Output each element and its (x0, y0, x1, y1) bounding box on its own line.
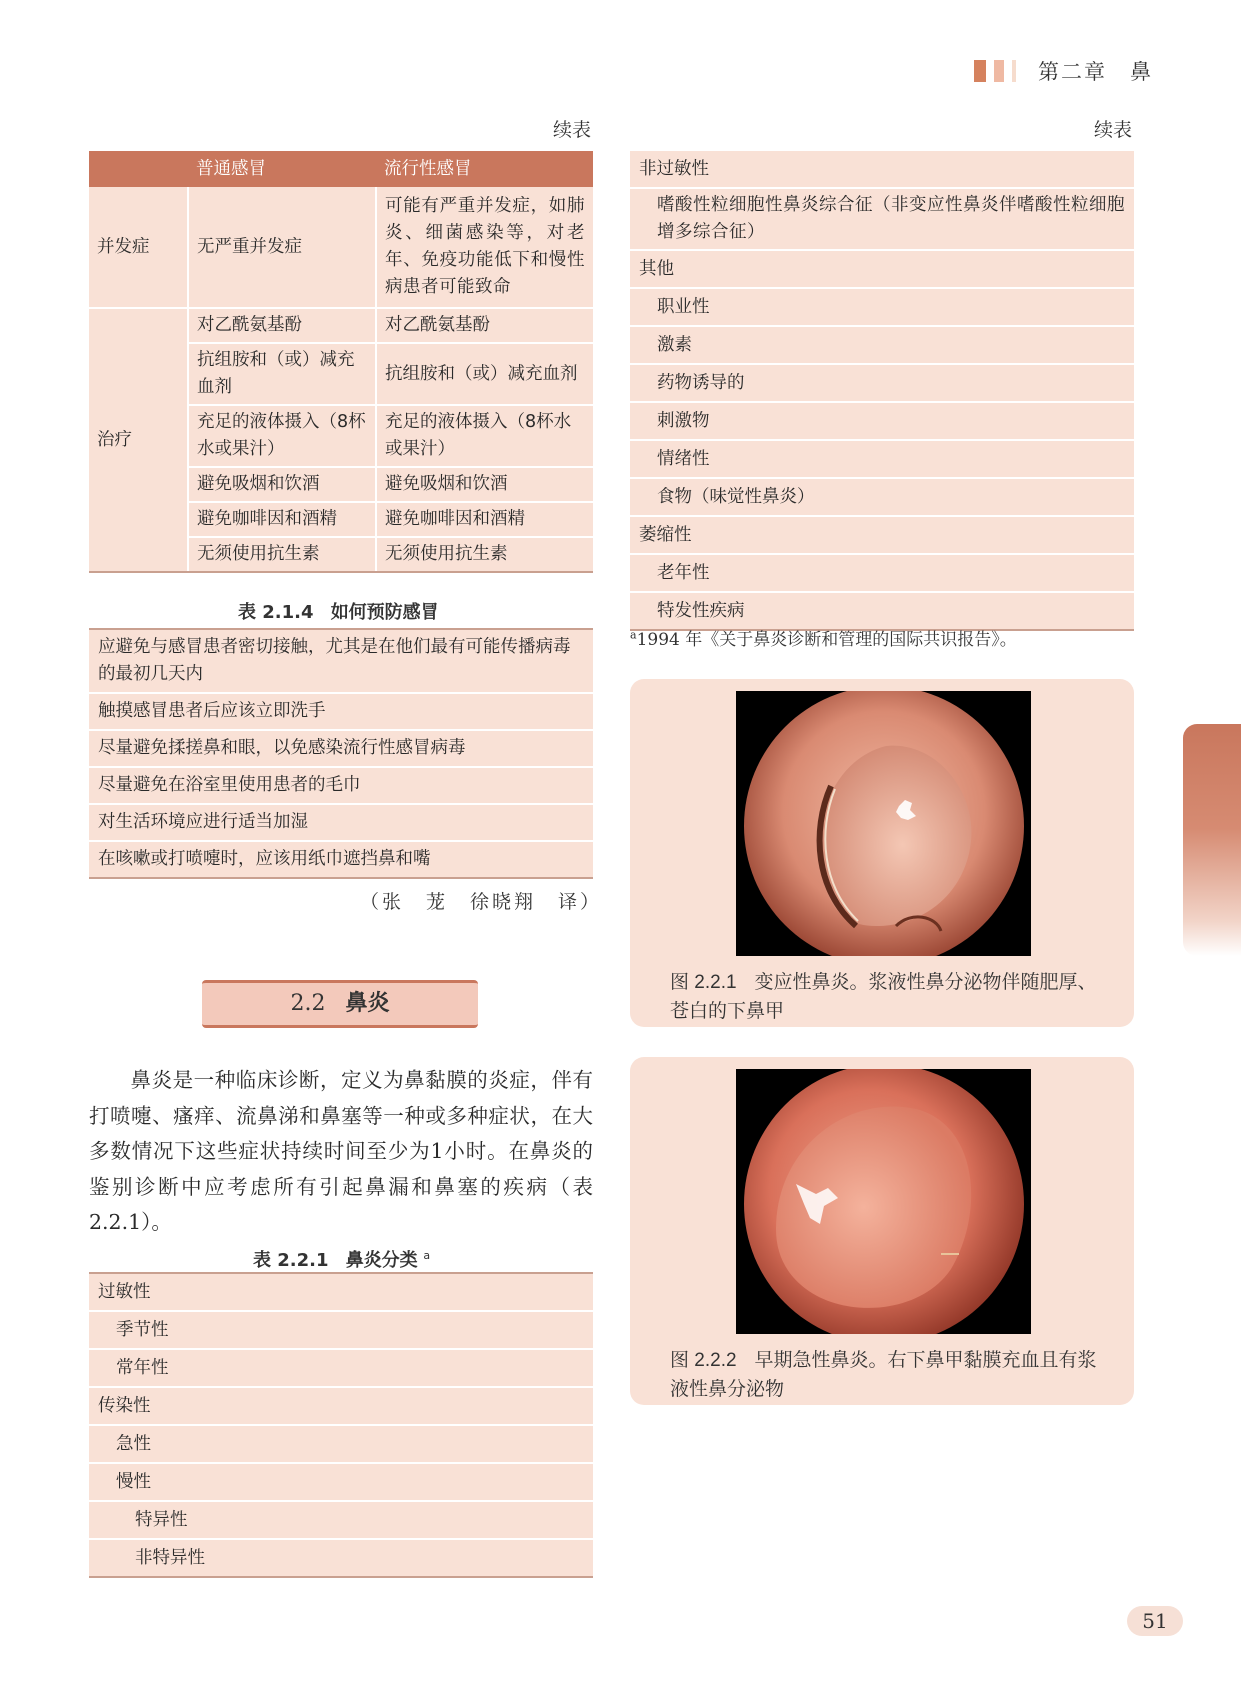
class-item: 激素 (630, 326, 1134, 364)
class-item: 传染性 (89, 1387, 593, 1425)
table-row (630, 326, 1134, 364)
class-item: 非特异性 (89, 1539, 593, 1577)
figure-2-2-1 (630, 679, 1134, 1027)
page-number: 51 (1127, 1606, 1183, 1636)
table-row (630, 250, 1134, 288)
class-item: 药物诱导的 (630, 364, 1134, 402)
prevention-item: 尽量避免揉搓鼻和眼，以免感染流行性感冒病毒 (89, 730, 593, 767)
cell-flu-treatment: 避免吸烟和饮酒 (376, 467, 593, 502)
caption-footnote-mark: a (423, 1249, 431, 1262)
class-item: 慢性 (89, 1463, 593, 1501)
class-item: 非过敏性 (630, 151, 1134, 188)
cell-common-treatment: 避免吸烟和饮酒 (188, 467, 376, 502)
table-caption-classification (253, 1246, 430, 1272)
header-cell-common-cold: 普通感冒 (188, 151, 376, 187)
figure-caption (670, 1346, 1100, 1403)
table-row (89, 1463, 593, 1501)
class-item: 职业性 (630, 288, 1134, 326)
class-item: 其他 (630, 250, 1134, 288)
class-item: 刺激物 (630, 402, 1134, 440)
cell-common-treatment: 对乙酰氨基酚 (188, 308, 376, 343)
endoscopy-photo (736, 691, 1031, 956)
prevention-item: 对生活环境应进行适当加湿 (89, 804, 593, 841)
table-header-row (89, 151, 593, 187)
class-item: 过敏性 (89, 1273, 593, 1311)
figure-number: 图 2.2.2 (670, 1350, 737, 1371)
table-row (630, 554, 1134, 592)
header-bar-2 (994, 60, 1004, 82)
header-bar-3 (1012, 60, 1016, 82)
table-row (630, 188, 1134, 250)
row-label-treatment: 治疗 (89, 308, 188, 572)
header-cell-blank (89, 151, 188, 187)
prevention-item: 应避免与感冒患者密切接触，尤其是在他们最有可能传播病毒的最初几天内 (89, 629, 593, 693)
header-bar-1 (974, 60, 986, 82)
cell-flu-complication: 可能有严重并发症，如肺炎、细菌感染等，对老年、免疫功能低下和慢性病患者可能致命 (376, 187, 593, 308)
table-row (89, 767, 593, 804)
table-row (89, 629, 593, 693)
rhinitis-classification-table-continued (630, 151, 1134, 631)
table-row (630, 478, 1134, 516)
table-row (89, 1311, 593, 1349)
intro-paragraph (89, 1063, 593, 1241)
translator-credit: （张 茏 徐晓翔 译） (360, 891, 603, 913)
table-row (630, 288, 1134, 326)
table-row (89, 804, 593, 841)
class-item: 食物（味觉性鼻炎） (630, 478, 1134, 516)
table-caption-number: 表 2.2.1 (253, 1250, 329, 1271)
row-label-complication: 并发症 (89, 187, 188, 308)
table-row (630, 440, 1134, 478)
table-caption-title: 鼻炎分类 (345, 1250, 418, 1271)
class-item: 特发性疾病 (630, 592, 1134, 630)
table-row (89, 1387, 593, 1425)
table-row (89, 1425, 593, 1463)
prevention-item: 在咳嗽或打喷嚏时，应该用纸巾遮挡鼻和嘴 (89, 841, 593, 878)
table-row (89, 308, 593, 343)
table-row (89, 730, 593, 767)
figure-number: 图 2.2.1 (670, 972, 737, 993)
table-caption-number: 表 2.1.4 (238, 602, 314, 623)
cell-flu-treatment: 抗组胺和（或）减充血剂 (376, 343, 593, 405)
cold-vs-flu-table (89, 151, 593, 573)
class-item: 情绪性 (630, 440, 1134, 478)
cell-common-treatment: 无须使用抗生素 (188, 537, 376, 572)
figure-caption-text: 变应性鼻炎。浆液性鼻分泌物伴随肥厚、苍白的下鼻甲 (670, 971, 1097, 1022)
chapter-header-bars (974, 60, 1016, 82)
figure-2-2-2 (630, 1057, 1134, 1405)
cell-common-treatment: 避免咖啡因和酒精 (188, 502, 376, 537)
section-heading (202, 980, 478, 1028)
cell-common-treatment: 抗组胺和（或）减充血剂 (188, 343, 376, 405)
intro-paragraph-text: 鼻炎是一种临床诊断，定义为鼻黏膜的炎症，伴有打喷嚏、瘙痒、流鼻涕和鼻塞等一种或多种症状，在大多数情况下这些症状持续时间至少为1小时。在鼻炎的鉴别诊断中应考虑所有引起鼻漏和鼻塞的疾病（表2.2.1）。 (89, 1068, 593, 1234)
figure-caption (670, 968, 1100, 1025)
endoscopy-image-acute-rhinitis (736, 1069, 1031, 1334)
cell-common-treatment: 充足的液体摄入（8杯水或果汁） (188, 405, 376, 467)
class-item: 萎缩性 (630, 516, 1134, 554)
cell-flu-treatment: 无须使用抗生素 (376, 537, 593, 572)
table-row (89, 187, 593, 308)
table-footnote (630, 625, 1017, 650)
prevention-item: 触摸感冒患者后应该立即洗手 (89, 693, 593, 730)
table-row (630, 402, 1134, 440)
table-row (630, 364, 1134, 402)
prevention-item: 尽量避免在浴室里使用患者的毛巾 (89, 767, 593, 804)
prevention-table (89, 628, 593, 879)
class-item: 常年性 (89, 1349, 593, 1387)
table-row (89, 1539, 593, 1577)
continued-label-left: 续表 (553, 119, 592, 141)
rhinitis-classification-table (89, 1272, 593, 1578)
figure-caption-text: 早期急性鼻炎。右下鼻甲黏膜充血且有浆液性鼻分泌物 (670, 1349, 1097, 1400)
class-item: 特异性 (89, 1501, 593, 1539)
cell-common-complication: 无严重并发症 (188, 187, 376, 308)
table-row (89, 1349, 593, 1387)
table-row (89, 841, 593, 878)
chapter-side-tab (1183, 724, 1241, 956)
table-row (89, 1501, 593, 1539)
table-row (89, 693, 593, 730)
chapter-title: 第二章 鼻 (1038, 60, 1153, 84)
table-caption-prevention (238, 598, 439, 624)
endoscopy-photo (736, 1069, 1031, 1334)
footnote-mark: a (630, 628, 637, 642)
header-cell-influenza: 流行性感冒 (376, 151, 593, 187)
table-caption-title: 如何预防感冒 (330, 602, 439, 623)
cell-flu-treatment: 避免咖啡因和酒精 (376, 502, 593, 537)
class-item: 老年性 (630, 554, 1134, 592)
class-item: 季节性 (89, 1311, 593, 1349)
section-title: 鼻炎 (345, 991, 390, 1016)
cell-flu-treatment: 对乙酰氨基酚 (376, 308, 593, 343)
endoscopy-image-allergic-rhinitis (736, 691, 1031, 956)
class-item: 嗜酸性粒细胞性鼻炎综合征（非变应性鼻炎伴嗜酸性粒细胞增多综合征） (630, 188, 1134, 250)
continued-label-right: 续表 (1094, 119, 1133, 141)
class-item: 急性 (89, 1425, 593, 1463)
table-row (89, 1273, 593, 1311)
cell-flu-treatment: 充足的液体摄入（8杯水或果汁） (376, 405, 593, 467)
section-number: 2.2 (290, 991, 326, 1016)
table-row (630, 151, 1134, 188)
table-row (630, 516, 1134, 554)
footnote-text: 1994 年《关于鼻炎诊断和管理的国际共识报告》。 (636, 630, 1017, 650)
